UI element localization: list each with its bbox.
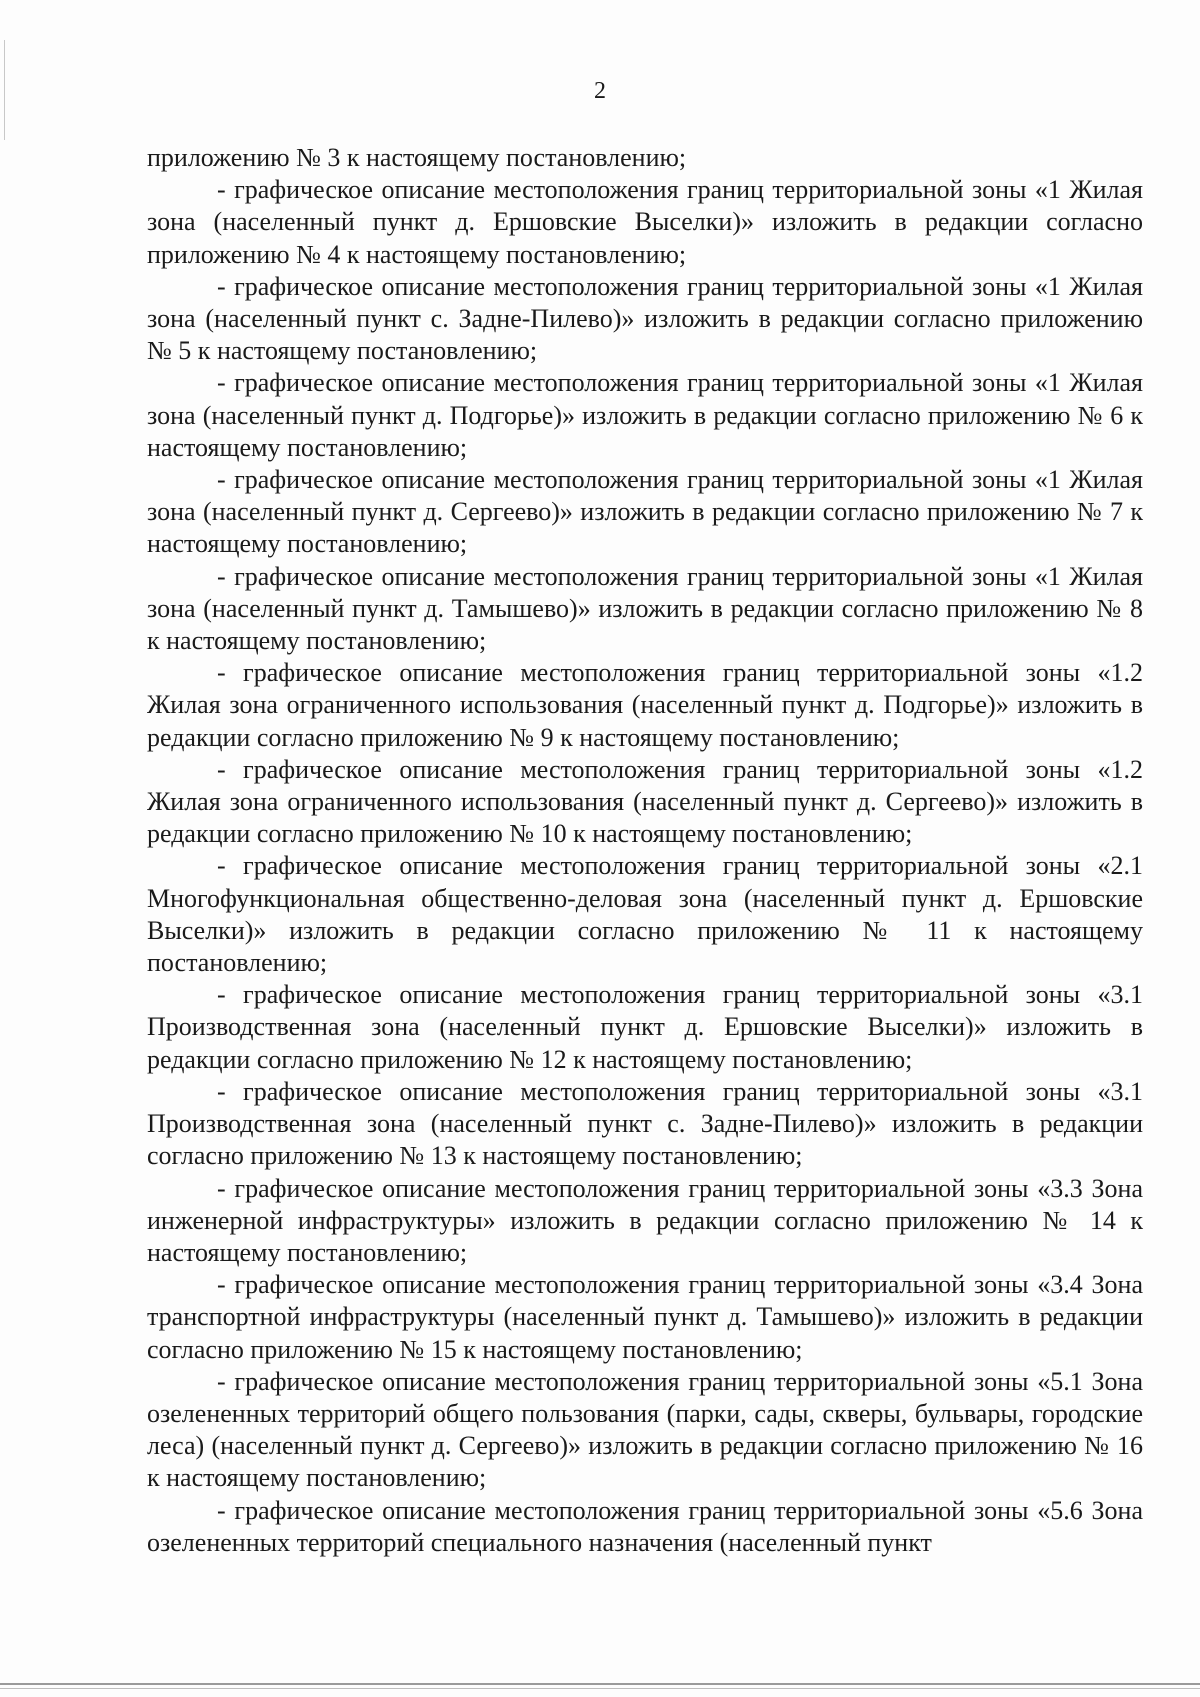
- page-number: 2: [594, 78, 606, 104]
- paragraph: - графическое описание местоположения границ территориальной зоны «1 Жилая зона (населенный пункт д. Подгорье)» изложить в редакции согласно приложению № 6 к настоящему постановлению;: [147, 368, 1143, 462]
- paragraph: - графическое описание местоположения границ территориальной зоны «3.1 Производственная зона (населенный пункт д. Ершовские Выселки)» изложить в редакции согласно приложению № 12 к настоящему постановлению;: [147, 980, 1143, 1074]
- scan-edge-line: [0, 1683, 1200, 1685]
- paragraph: приложению № 3 к настоящему постановлению;: [147, 143, 687, 172]
- paragraph: - графическое описание местоположения границ территориальной зоны «1 Жилая зона (населенный пункт д. Тамышево)» изложить в редакции согласно приложению № 8 к настоящему постановлению;: [147, 561, 1143, 656]
- paragraph: - графическое описание местоположения границ территориальной зоны «1.2 Жилая зона ограниченного использования (населенный пункт д. Сергеево)» изложить в редакции согласно приложению № 10 к настоящему постановлению;: [147, 754, 1143, 849]
- paragraph: - графическое описание местоположения границ территориальной зоны «2.1 Многофункциональная общественно-деловая зона (населенный пункт д. Ершовские Выселки)» изложить в редакции согласно приложению № 11 к настоящему постановлению;: [147, 851, 1143, 978]
- scan-edge-line: [0, 1688, 1200, 1689]
- paragraph: - графическое описание местоположения границ территориальной зоны «1 Жилая зона (населенный пункт д. Сергеево)» изложить в редакции согласно приложению № 7 к настоящему постановлению;: [147, 465, 1143, 559]
- paragraph: - графическое описание местоположения границ территориальной зоны «1 Жилая зона (населенный пункт с. Задне-Пилево)» изложить в редакции согласно приложению № 5 к настоящему постановлению;: [147, 271, 1143, 366]
- paragraph: - графическое описание местоположения границ территориальной зоны «3.4 Зона транспортной инфраструктуры (населенный пункт д. Тамышево)» изложить в редакции согласно приложению № 15 к настоящему постановлению;: [147, 1270, 1143, 1364]
- paragraph: - графическое описание местоположения границ территориальной зоны «3.1 Производственная зона (населенный пункт с. Задне-Пилево)» изложить в редакции согласно приложению № 13 к настоящему постановлению;: [147, 1076, 1143, 1171]
- paragraph: - графическое описание местоположения границ территориальной зоны «5.1 Зона озелененных территорий общего пользования (парки, сады, скверы, бульвары, городские леса) (населенный пункт д. Сергеево)» изложить в редакции согласно приложению № 16 к настоящему постановлению;: [147, 1366, 1143, 1493]
- document-body: [147, 142, 1143, 1559]
- paragraph: - графическое описание местоположения границ территориальной зоны «1.2 Жилая зона ограниченного использования (населенный пункт д. Подгорье)» изложить в редакции согласно приложению № 9 к настоящему постановлению;: [147, 658, 1143, 752]
- paragraph: - графическое описание местоположения границ территориальной зоны «1 Жилая зона (населенный пункт д. Ершовские Выселки)» изложить в редакции согласно приложению № 4 к настоящему постановлению;: [147, 175, 1143, 269]
- paragraph: - графическое описание местоположения границ территориальной зоны «5.6 Зона озелененных территорий специального назначения (населенный пункт: [147, 1495, 1143, 1557]
- paragraph: - графическое описание местоположения границ территориальной зоны «3.3 Зона инженерной инфраструктуры» изложить в редакции согласно приложению № 14 к настоящему постановлению;: [147, 1173, 1143, 1267]
